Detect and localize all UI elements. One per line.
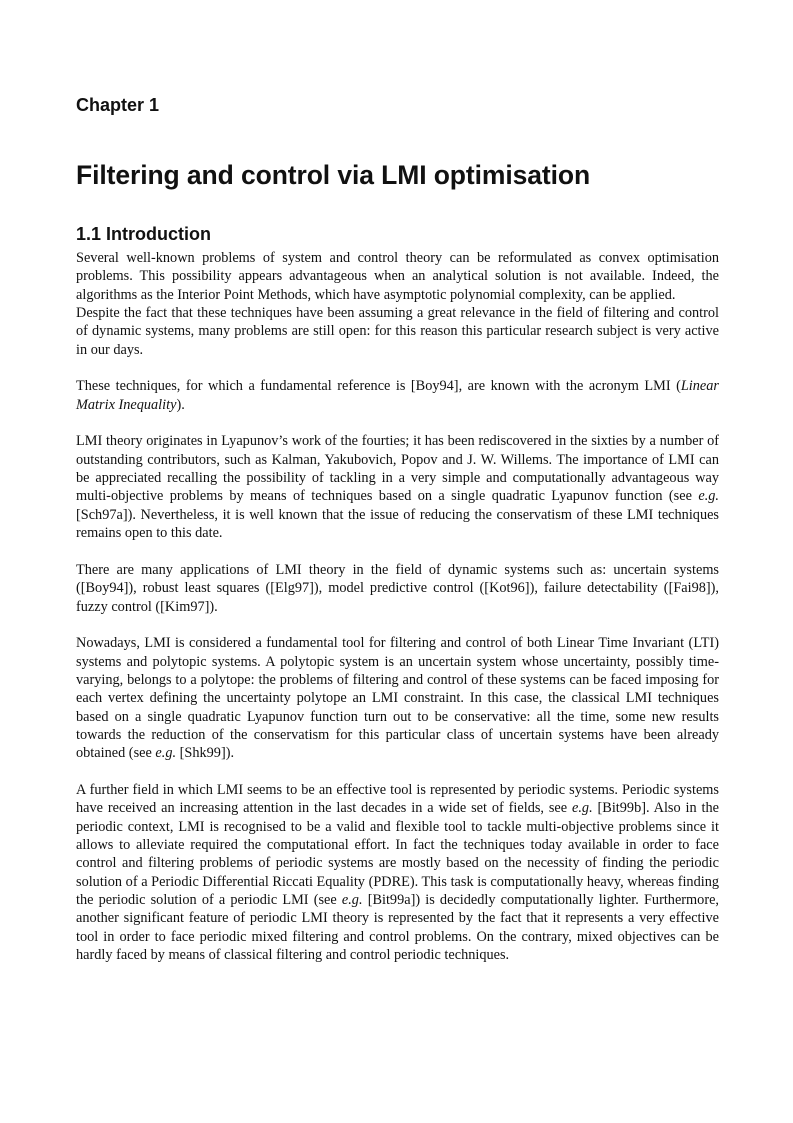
emphasis-term: Linear Matrix Inequality bbox=[76, 378, 719, 413]
section-heading: 1.1 Introduction bbox=[76, 224, 211, 244]
emphasis-eg: e.g. bbox=[698, 488, 719, 505]
paragraph-2: Despite the fact that these techniques have been assuming a great relevance in the field of filtering and control of dynamic systems, many problems are still open: for this reason this particular research subject is very active in our days. bbox=[76, 305, 719, 358]
emphasis-eg: e.g. bbox=[155, 745, 177, 762]
paragraph-3: These techniques, for which a fundamental reference is [Boy94], are known with the acronym LMI (Linear Matrix Inequality). bbox=[76, 378, 719, 413]
paragraph-7: A further field in which LMI seems to be an effective tool is represented by periodic systems. Periodic systems have received an increasing attention in the last decades in a wide set of fields, see e.g. [Bit99b]. Also in the periodic context, LMI is recognised to be a valid and flexible tool to tackle multi-objective problems since it allows to alleviate required the computational effort. In fact the techniques today available in order to face control and filtering problems of periodic systems are mostly based on the necessity of finding the periodic solution of a Periodic Differential Riccati Equality (PDRE). This task is computationally heavy, whereas finding the periodic solution of a periodic LMI (see e.g. [Bit99a]) is decidedly computationally lighter. Furthermore, another significant feature of periodic LMI theory is represented by the fact that it represents a very effective tool in order to face periodic mixed filtering and control problems. On the contrary, mixed objectives can be hardly faced by means of classical filtering and control periodic techniques. bbox=[76, 781, 720, 964]
chapter-label: Chapter 1 bbox=[76, 95, 160, 115]
paragraph-1: Several well-known problems of system and control theory can be reformulated as convex optimisation problems. This possibility appears advantageous when an analytical solution is not available. Indeed, the algorithms as the Interior Point Methods, which have asymptotic polynomial complexity, can be applied. bbox=[76, 250, 719, 303]
section-body bbox=[76, 249, 719, 964]
emphasis-eg: e.g. bbox=[341, 892, 363, 909]
emphasis-eg: e.g. bbox=[572, 800, 593, 817]
paragraph-4: LMI theory originates in Lyapunov’s work of the fourties; it has been rediscovered in the sixties by a number of outstanding contributors, such as Kalman, Yakubovich, Popov and J. W. Willems. The importance of LMI can be appreciated recalling the possibility of tackling in a very simple and computationally advantageous way multi-objective problems by means of techniques based on a single quadratic Lyapunov function (see e.g. [Sch97a]). Nevertheless, it is well known that the issue of reducing the conservatism of these LMI techniques remains open to this date. bbox=[76, 433, 719, 542]
chapter-title: Filtering and control via LMI optimisation bbox=[76, 160, 591, 190]
paragraph-6: Nowadays, LMI is considered a fundamental tool for filtering and control of both Linear Time Invariant (LTI) systems and polytopic systems. A polytopic system is an uncertain system whose uncertainty, possibly time-varying, belongs to a polytope: the problems of filtering and control of these systems can be faced imposing for each vertex defining the uncertainty polytope an LMI constraint. In this case, the classical LMI techniques based on a single quadratic Lyapunov function turn out to be conservative: all the time, some new results towards the reduction of the conservatism for this particular class of uncertain systems have been already obtained (see e.g. [Shk99]). bbox=[76, 635, 719, 762]
paragraph-5: There are many applications of LMI theory in the field of dynamic systems such as: uncertain systems ([Boy94]), robust least squares ([Elg97]), model predictive control ([Kot96]), failure detectability ([Fai98]), fuzzy control ([Kim97]). bbox=[76, 561, 719, 615]
